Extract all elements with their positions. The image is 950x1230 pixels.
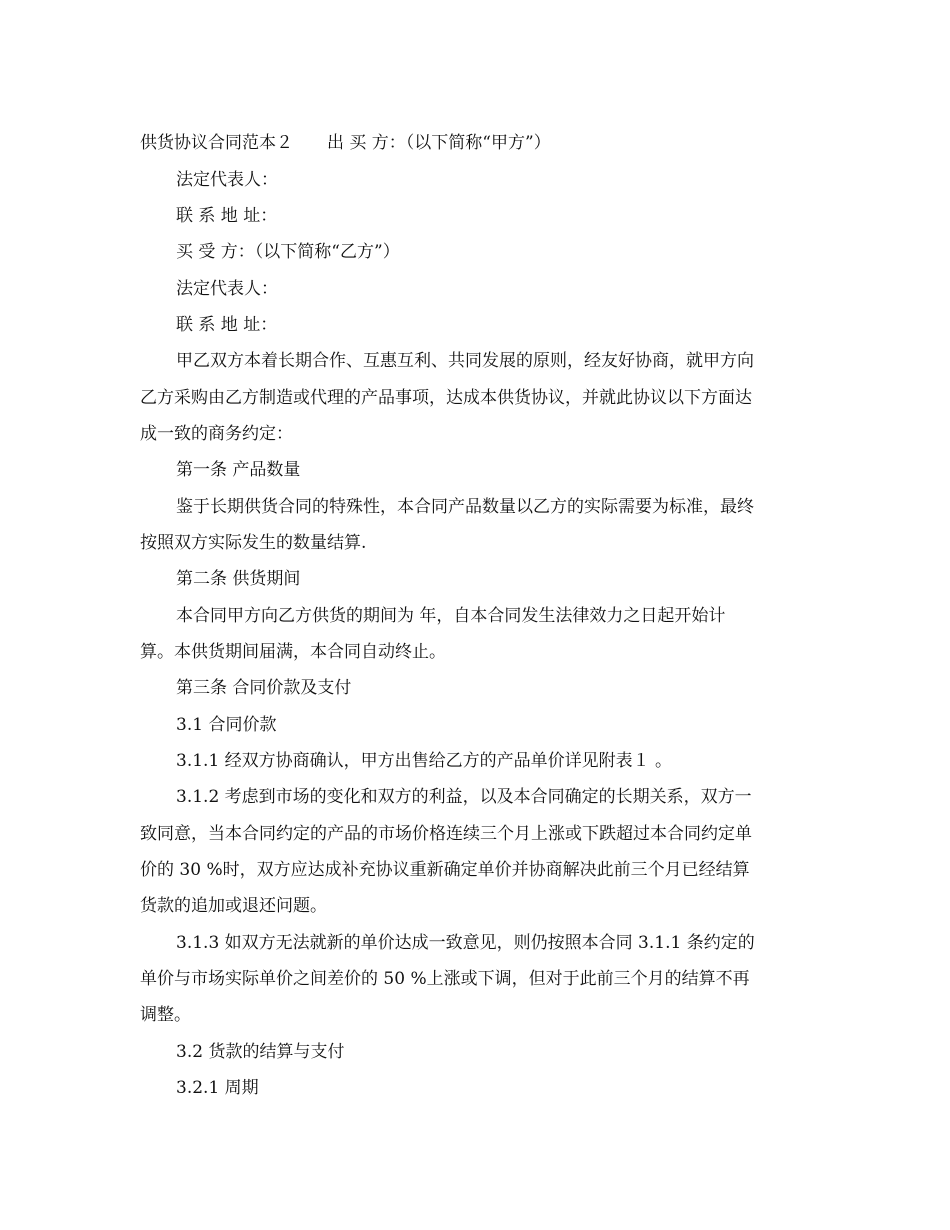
seller-label: 出 买 方：（以下简称“甲方”）: [327, 133, 551, 153]
article-2-text-1: 本合同甲方向乙方供货的期间为 年，自本合同发生法律效力之日起开始计: [176, 606, 726, 626]
clause-3-1-2-line-2: 致同意，当本合同约定的产品的市场价格连续三个月上涨或下跌超过本合同约定单: [140, 824, 752, 844]
preamble-line-1: 甲乙双方本着长期合作、互惠互利、共同发展的原则，经友好协商，就甲方向: [176, 351, 754, 371]
clause-3-1-3-line-2: 单价与市场实际单价之间差价的 50 %上涨或下调，但对于此前三个月的结算不再: [140, 969, 750, 989]
section-3-2-heading: 3.2 货款的结算与支付: [176, 1042, 345, 1062]
clause-3-1-3-line-1: 3.1.3 如双方无法就新的单价达成一致意见，则仍按照本合同 3.1.1 条约定的: [176, 933, 755, 953]
article-1-text-2: 按照双方实际发生的数量结算.: [140, 533, 367, 553]
preamble-line-2: 乙方采购由乙方制造或代理的产品事项，达成本供货协议，并就此协议以下方面达: [140, 388, 752, 408]
first-line: [140, 131, 551, 155]
clause-3-1-2-line-3: 价的 30 %时，双方应达成补充协议重新确定单价并协商解决此前三个月已经结算: [140, 860, 750, 880]
article-2-heading: 第二条 供货期间: [176, 569, 301, 589]
clause-3-1-2-line-1: 3.1.2 考虑到市场的变化和双方的利益，以及本合同确定的长期关系，双方一: [176, 787, 752, 807]
seller-address: 联 系 地 址：: [176, 206, 278, 226]
preamble-line-3: 成一致的商务约定：: [140, 424, 293, 444]
article-2-text-2: 算。本供货期间届满，本合同自动终止。: [140, 642, 446, 662]
document-title: 供货协议合同范本２: [140, 133, 293, 153]
clause-3-1-2-line-4: 货款的追加或退还问题。: [140, 896, 327, 916]
buyer-legal-rep: 法定代表人：: [176, 279, 278, 299]
article-3-heading: 第三条 合同价款及支付: [176, 678, 352, 698]
seller-legal-rep: 法定代表人：: [176, 170, 278, 190]
buyer-label: 买 受 方：（以下简称“乙方”）: [176, 242, 400, 262]
article-1-text-1: 鉴于长期供货合同的特殊性，本合同产品数量以乙方的实际需要为标准，最终: [176, 497, 754, 517]
clause-3-1-1: 3.1.1 经双方协商确认，甲方出售给乙方的产品单价详见附表１ 。: [176, 751, 673, 771]
clause-3-2-1-heading: 3.2.1 周期: [176, 1078, 259, 1098]
section-3-1-heading: 3.1 合同价款: [176, 715, 277, 735]
clause-3-1-3-line-3: 调整。: [140, 1005, 191, 1025]
buyer-address: 联 系 地 址：: [176, 315, 278, 335]
article-1-heading: 第一条 产品数量: [176, 460, 301, 480]
